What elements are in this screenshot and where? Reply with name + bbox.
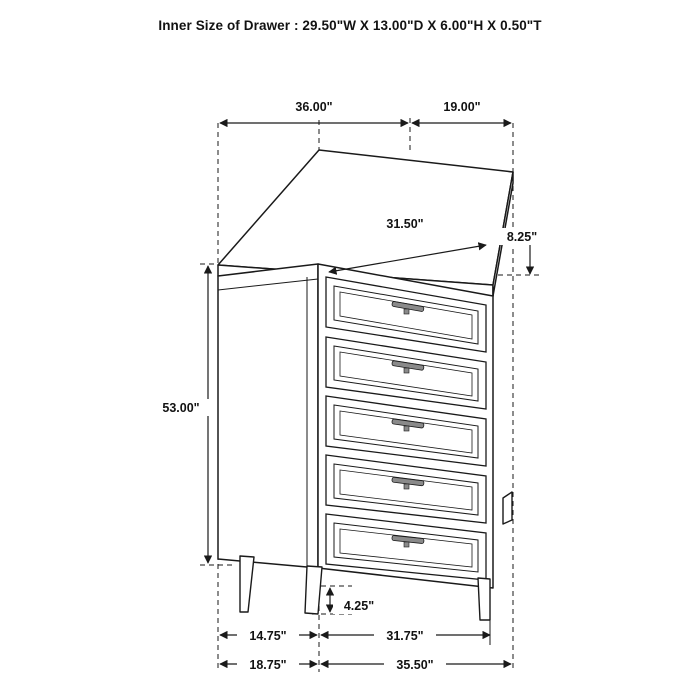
side-panel-left	[218, 264, 318, 568]
drawer-stack	[326, 277, 486, 580]
label-top-depth: 19.00"	[443, 100, 481, 114]
leg-front-right	[478, 578, 490, 620]
top-surface	[218, 150, 513, 285]
label-leg-height: 4.25"	[343, 599, 375, 613]
label-drawer-front-height: 8.25"	[506, 230, 538, 244]
label-side-base-depth: 14.75"	[249, 629, 287, 643]
label-front-top-width: 35.50"	[396, 658, 434, 672]
leg-front-left	[240, 556, 254, 612]
leg-back-right	[503, 492, 512, 524]
label-side-top-depth: 18.75"	[249, 658, 287, 672]
label-front-base-width: 31.75"	[386, 629, 424, 643]
page-title: Inner Size of Drawer : 29.50"W X 13.00"D X 6.00"H X 0.50"T	[158, 18, 542, 33]
label-overall-height: 53.00"	[162, 401, 200, 415]
label-top-width: 36.00"	[295, 100, 333, 114]
label-drawer-front-width: 31.50"	[386, 217, 424, 231]
